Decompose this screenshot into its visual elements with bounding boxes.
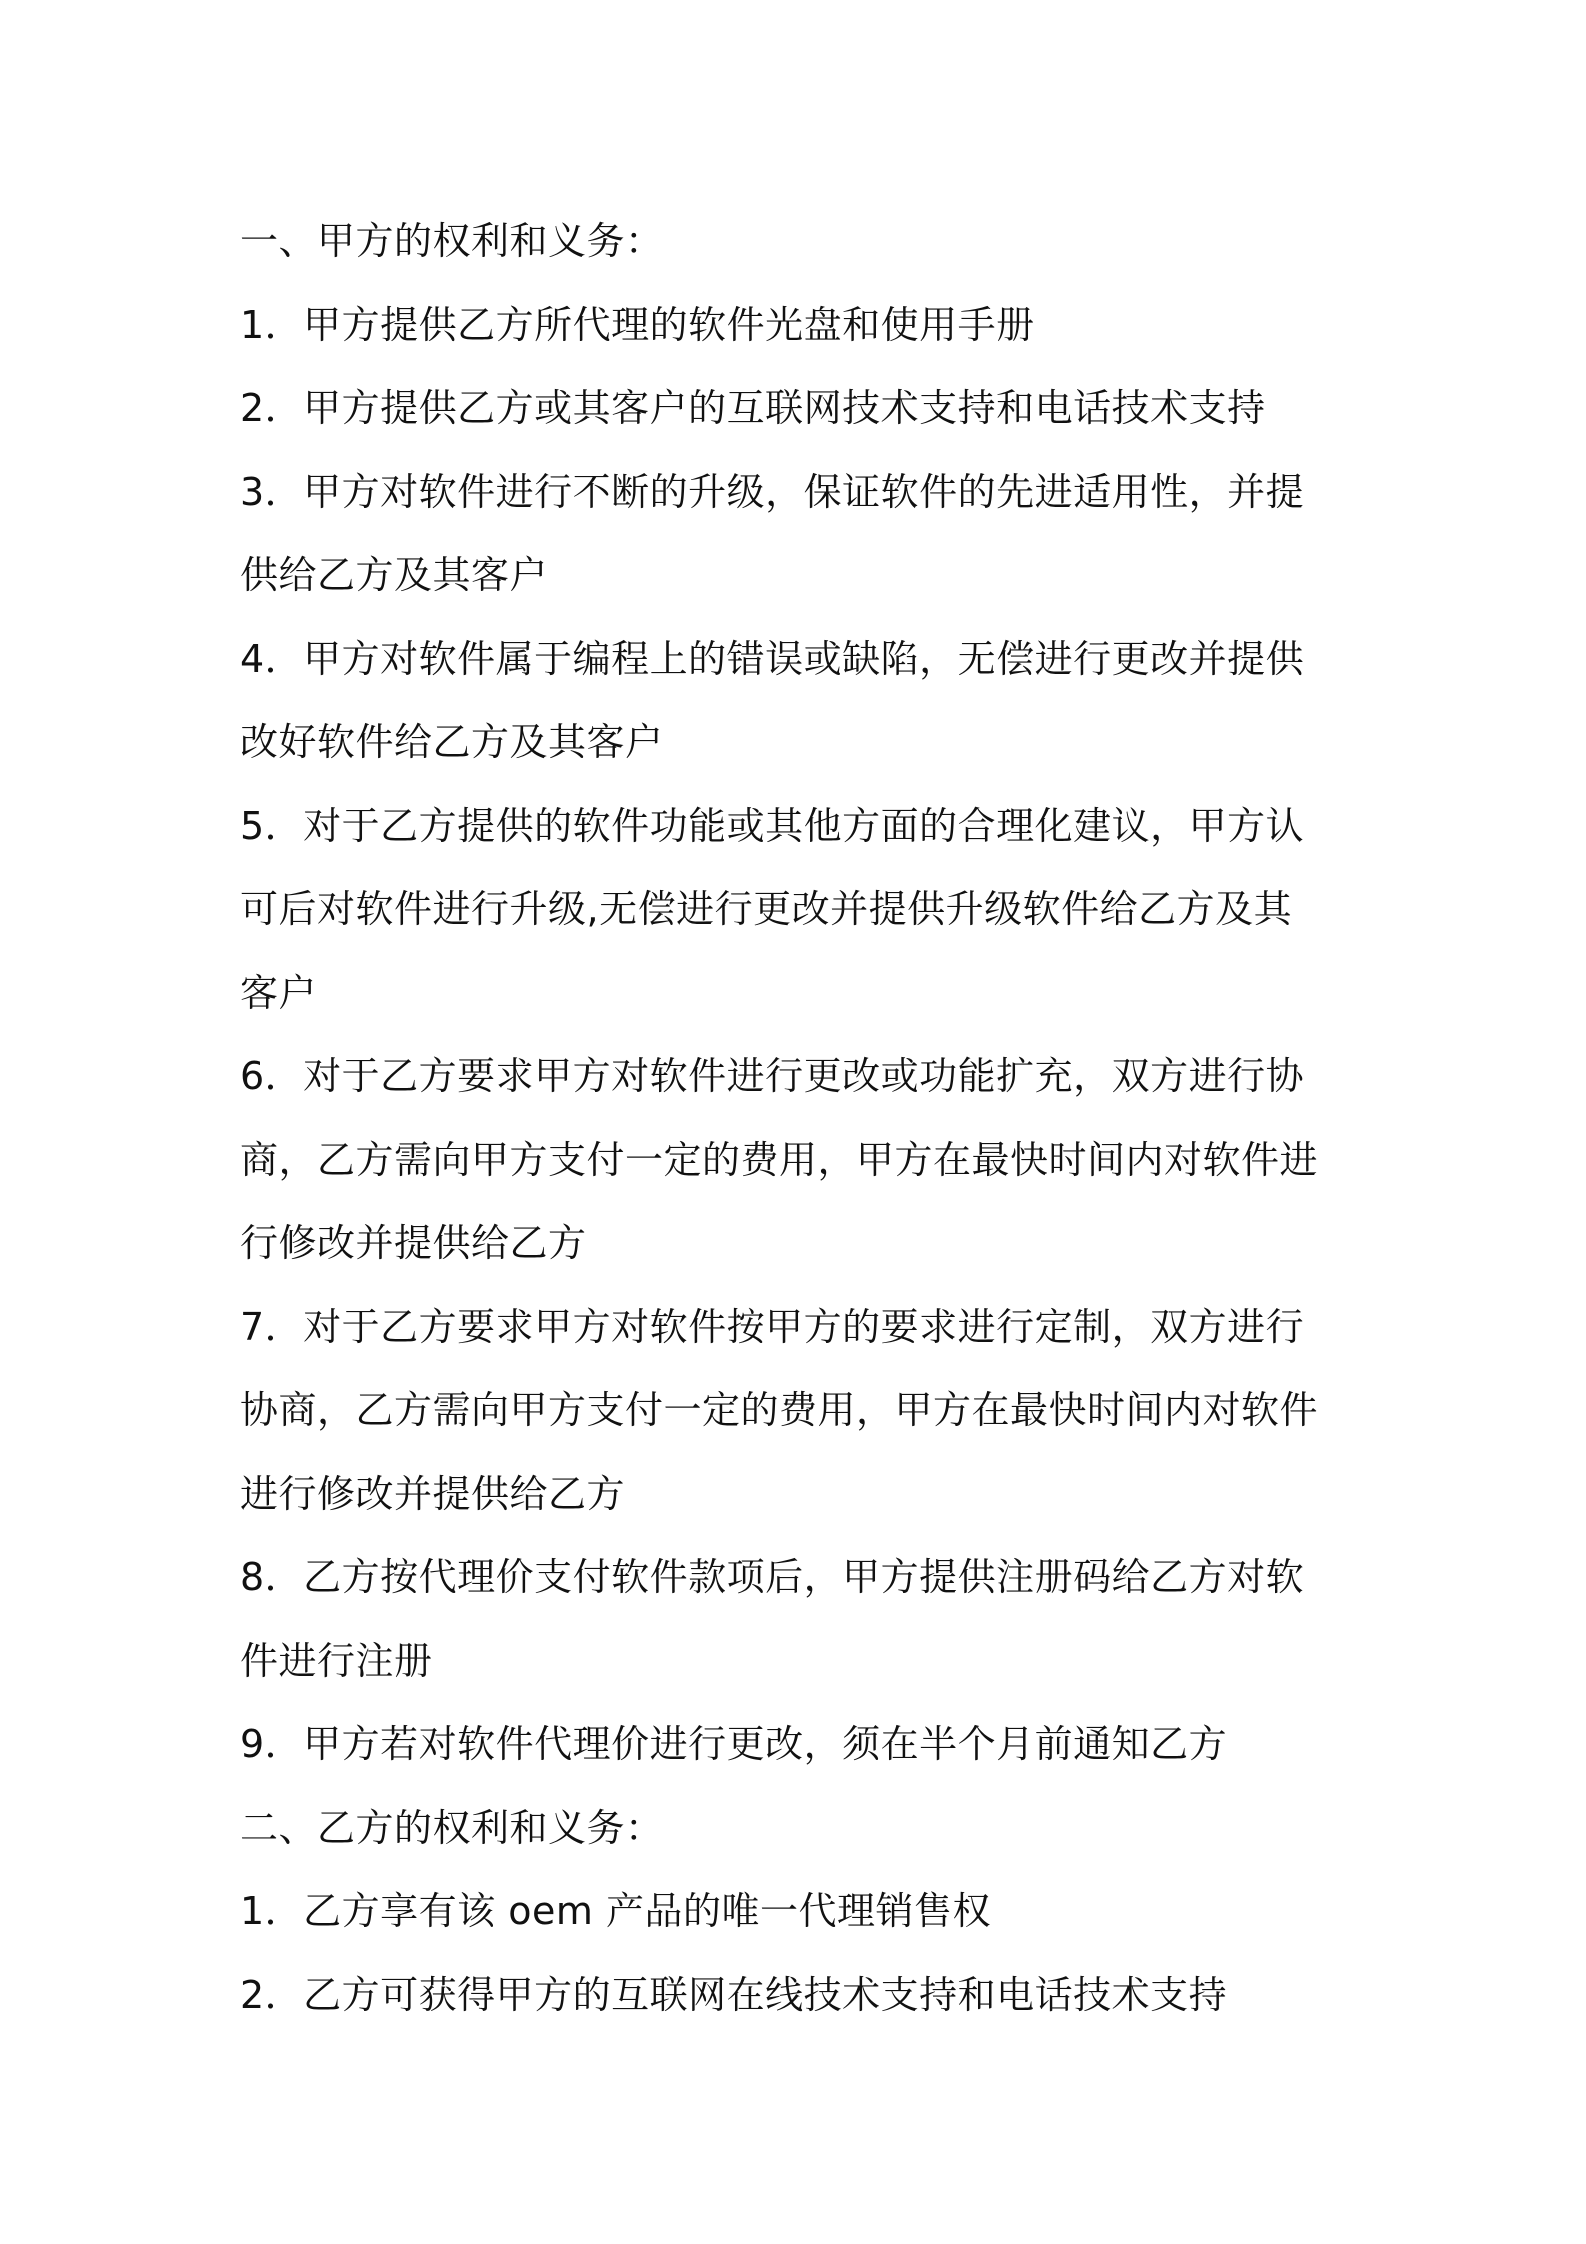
text-line: 可后对软件进行升级,无偿进行更改并提供升级软件给乙方及其 [240,887,1293,931]
text-line: 供给乙方及其客户 [240,553,549,597]
text-line: 1．乙方享有该 oem 产品的唯一代理销售权 [240,1889,991,1933]
text-line: 客户 [240,970,318,1015]
section-heading: 二、乙方的权利和义务： [240,1805,664,1850]
text-line: 改好软件给乙方及其客户 [240,720,664,764]
text-line: 6．对于乙方要求甲方对软件进行更改或功能扩充，双方进行协 [240,1054,1305,1098]
text-line: 7．对于乙方要求甲方对软件按甲方的要求进行定制，双方进行 [240,1304,1305,1349]
text-line: 2．甲方提供乙方或其客户的互联网技术支持和电话技术支持 [240,386,1266,430]
text-line: 行修改并提供给乙方 [240,1221,587,1265]
text-line: 5．对于乙方提供的软件功能或其他方面的合理化建议，甲方认 [240,803,1305,848]
text-line: 4．甲方对软件属于编程上的错误或缺陷，无偿进行更改并提供 [240,636,1305,681]
text-line: 1．甲方提供乙方所代理的软件光盘和使用手册 [240,302,1035,347]
text-line: 协商，乙方需向甲方支付一定的费用，甲方在最快时间内对软件 [240,1388,1319,1432]
text-line: 进行修改并提供给乙方 [240,1471,626,1516]
section-heading: 一、甲方的权利和义务： [240,219,664,263]
text-line: 9．甲方若对软件代理价进行更改，须在半个月前通知乙方 [240,1722,1228,1766]
text-line: 3．甲方对软件进行不断的升级，保证软件的先进适用性，并提 [240,469,1305,514]
text-line: 件进行注册 [240,1638,433,1683]
document-page [240,200,1360,2037]
text-line: 8．乙方按代理价支付软件款项后，甲方提供注册码给乙方对软 [240,1555,1305,1599]
text-line: 2．乙方可获得甲方的互联网在线技术支持和电话技术支持 [240,1972,1228,2017]
text-line: 商，乙方需向甲方支付一定的费用，甲方在最快时间内对软件进 [240,1137,1319,1182]
